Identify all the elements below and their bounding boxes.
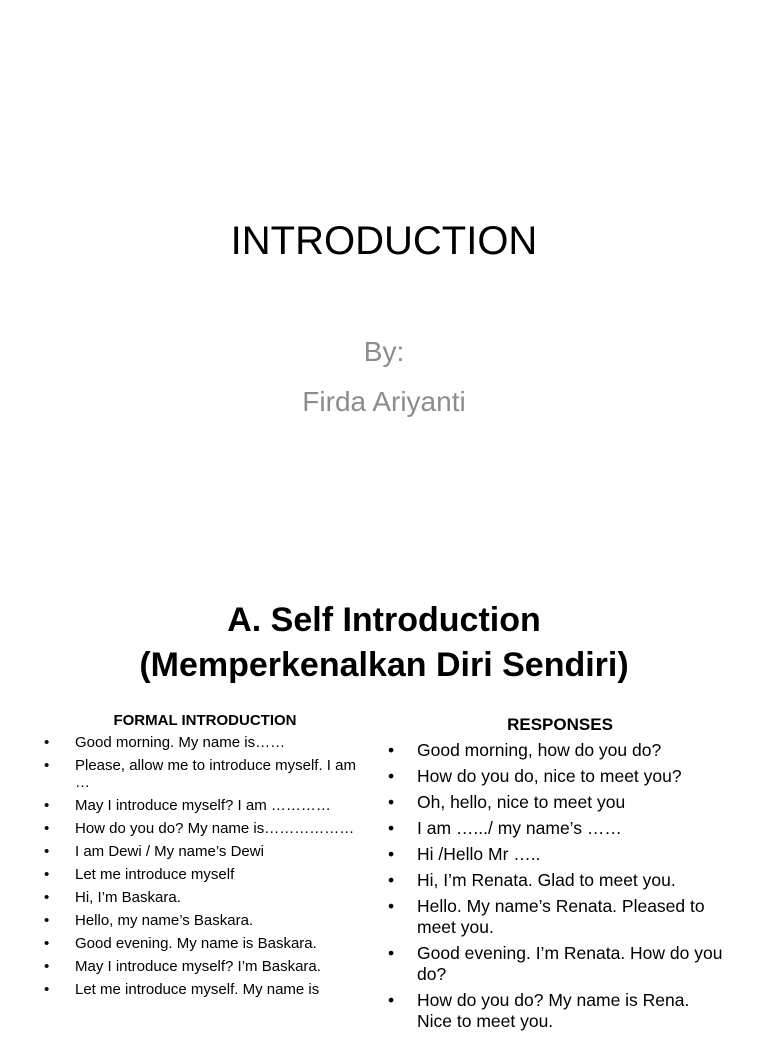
list-item <box>44 981 374 998</box>
list-item <box>388 792 728 813</box>
list-item-text: Let me introduce myself. My name is <box>75 981 320 998</box>
bullet-icon: • <box>44 981 50 998</box>
list-item-text: How do you do? My name is Rena. Nice to meet you. <box>417 990 690 1031</box>
list-item-text: May I introduce myself? I am ………… <box>75 797 331 814</box>
section-title-line1: A. Self Introduction <box>227 601 541 639</box>
list-item-text: How do you do? My name is……………… <box>75 820 355 837</box>
list-item <box>388 990 728 1032</box>
list-item-text: May I introduce myself? I’m Baskara. <box>75 958 321 975</box>
bullet-icon: • <box>388 870 395 890</box>
list-item-text: Hi, I’m Baskara. <box>75 889 181 906</box>
bullet-icon: • <box>44 958 50 975</box>
bullet-icon: • <box>44 843 50 860</box>
bullet-icon: • <box>44 757 50 774</box>
bullet-icon: • <box>44 935 50 952</box>
list-item-text: I am Dewi / My name’s Dewi <box>75 843 264 860</box>
list-item <box>388 818 728 839</box>
list-item <box>44 866 374 883</box>
list-item-text: Good morning. My name is…… <box>75 734 286 751</box>
list-item-text: Hello. My name’s Renata. Pleased to meet you. <box>417 896 705 937</box>
bullet-icon: • <box>388 740 395 760</box>
list-item <box>44 889 374 906</box>
list-item-text: Let me introduce myself <box>75 866 235 883</box>
list-item-text: How do you do, nice to meet you? <box>417 766 682 786</box>
section-title-line2: (Memperkenalkan Diri Sendiri) <box>139 646 629 684</box>
list-item <box>388 870 728 891</box>
list-item <box>44 912 374 929</box>
list-item-text: Hi /Hello Mr ….. <box>417 844 541 864</box>
list-item <box>44 958 374 975</box>
list-item-text: Good evening. I’m Renata. How do you do? <box>417 943 723 984</box>
responses-heading: RESPONSES <box>507 715 613 734</box>
list-item-text: Hello, my name’s Baskara. <box>75 912 254 929</box>
list-item-text: Hi, I’m Renata. Glad to meet you. <box>417 870 676 890</box>
bullet-icon: • <box>44 889 50 906</box>
by-label: By: <box>363 336 405 367</box>
list-item <box>388 896 728 938</box>
section-title <box>0 598 768 688</box>
bullet-icon: • <box>388 990 395 1010</box>
list-item <box>388 740 728 761</box>
list-item-text: Oh, hello, nice to meet you <box>417 792 626 812</box>
bullet-icon: • <box>388 844 395 864</box>
list-item <box>388 766 728 787</box>
slide-title: INTRODUCTION <box>230 219 538 263</box>
bullet-icon: • <box>44 797 50 814</box>
bullet-icon: • <box>44 866 50 883</box>
list-item <box>388 943 728 985</box>
responses-list <box>388 740 728 1037</box>
bullet-icon: • <box>44 912 50 929</box>
list-item <box>388 844 728 865</box>
list-item <box>44 935 374 952</box>
list-item <box>44 757 374 791</box>
content-slide <box>0 576 768 1031</box>
list-item-text: Good morning, how do you do? <box>417 740 662 760</box>
bullet-icon: • <box>388 792 395 812</box>
list-item <box>44 820 374 837</box>
formal-introduction-heading: FORMAL INTRODUCTION <box>113 712 297 729</box>
author-name: Firda Ariyanti <box>302 386 466 417</box>
list-item-text: I am ….../ my name’s …… <box>417 818 622 838</box>
formal-introduction-list <box>44 734 374 1004</box>
bullet-icon: • <box>388 766 395 786</box>
bullet-icon: • <box>388 896 395 916</box>
list-item-text: Good evening. My name is Baskara. <box>75 935 317 952</box>
bullet-icon: • <box>388 818 395 838</box>
bullet-icon: • <box>44 734 50 751</box>
bullet-icon: • <box>44 820 50 837</box>
list-item <box>44 797 374 814</box>
bullet-icon: • <box>388 943 395 963</box>
list-item <box>44 843 374 860</box>
list-item-text: Please, allow me to introduce myself. I am … <box>75 757 356 791</box>
list-item <box>44 734 374 751</box>
